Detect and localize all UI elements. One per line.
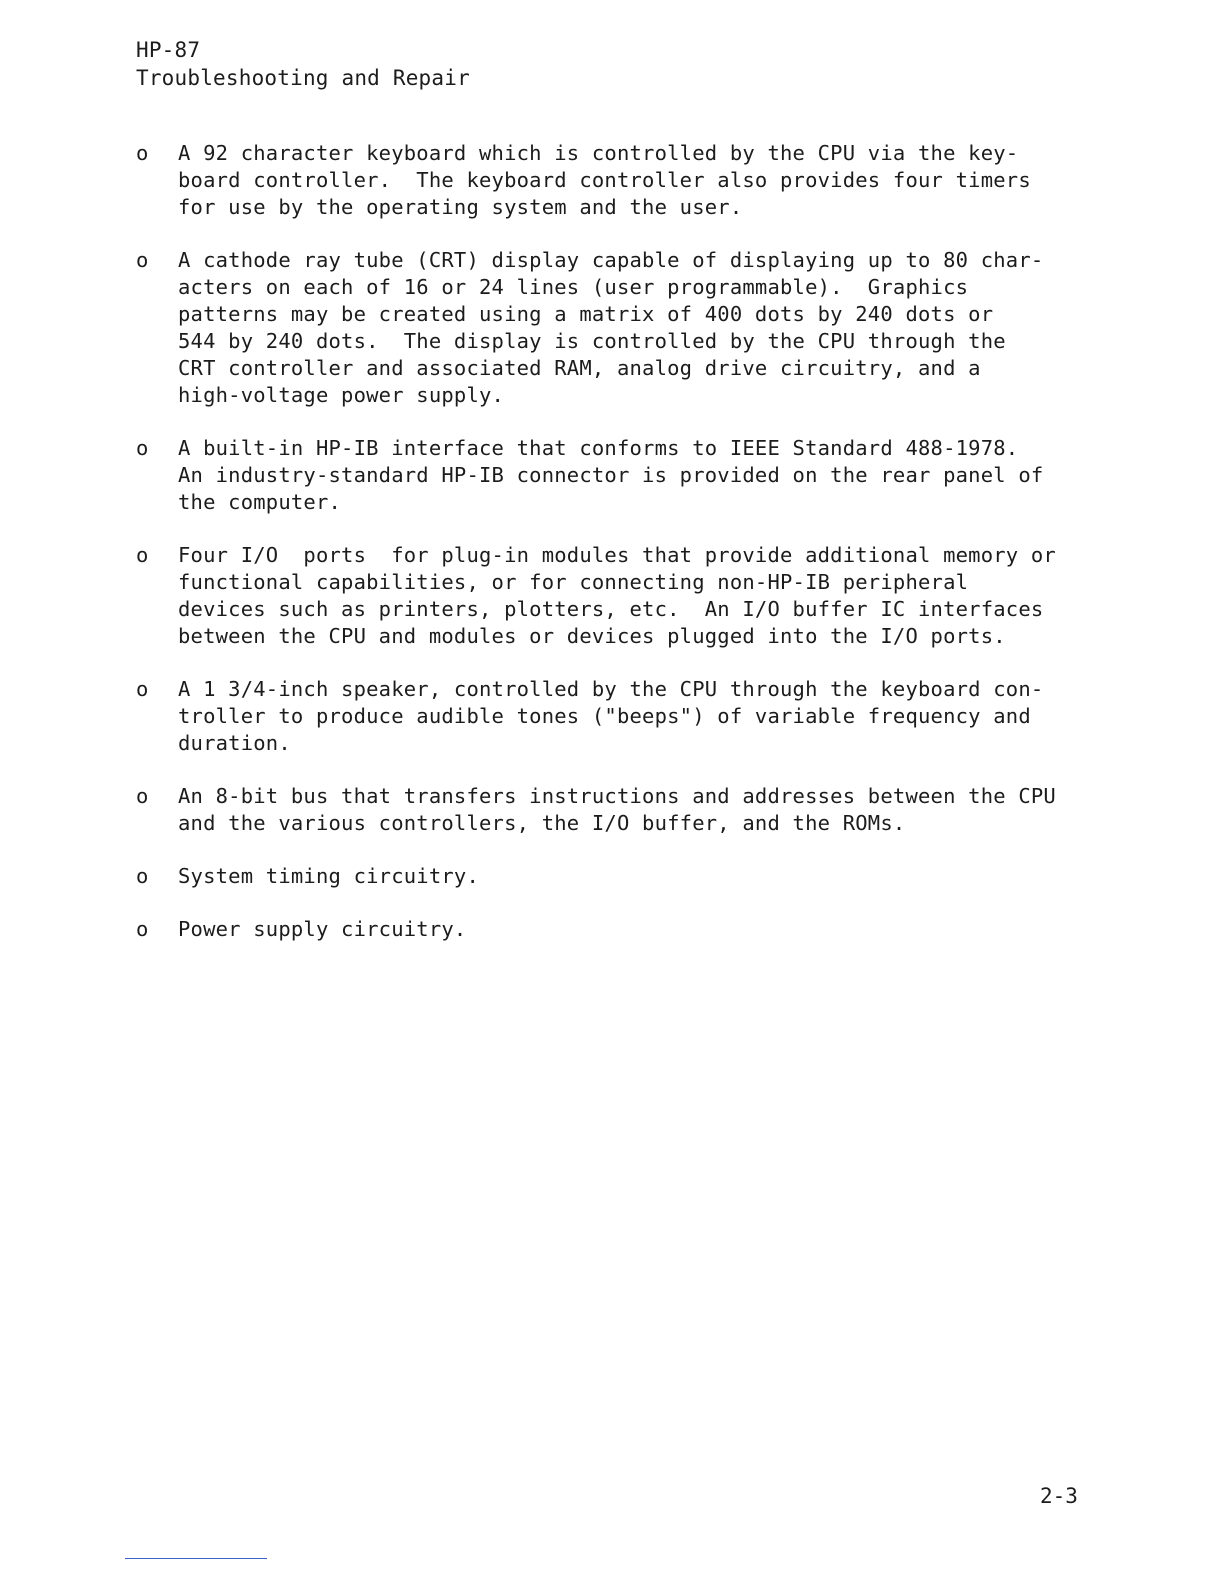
item-line: A built-in HP-IB interface that conforms to IEEE Standard 488-1978. bbox=[178, 436, 1019, 460]
item-line: patterns may be created using a matrix of 400 dots by 240 dots or bbox=[178, 302, 994, 326]
item-line: troller to produce audible tones ("beeps") of variable frequency and bbox=[178, 704, 1031, 728]
header-title: HP-87 bbox=[136, 38, 201, 62]
bullet-marker: o bbox=[136, 436, 149, 460]
list-item bbox=[136, 863, 1096, 890]
list-item bbox=[136, 247, 1096, 409]
header-subtitle: Troubleshooting and Repair bbox=[136, 66, 470, 90]
bullet-marker: o bbox=[136, 677, 149, 701]
list-item bbox=[136, 783, 1096, 837]
item-line: A 92 character keyboard which is controlled by the CPU via the key- bbox=[178, 141, 1019, 165]
item-line: high-voltage power supply. bbox=[178, 383, 505, 407]
bullet-marker: o bbox=[136, 864, 149, 888]
bullet-marker: o bbox=[136, 917, 149, 941]
page-header bbox=[136, 36, 470, 92]
list-item bbox=[136, 542, 1096, 650]
item-line: 544 by 240 dots. The display is controlled by the CPU through the bbox=[178, 329, 1006, 353]
item-line: for use by the operating system and the user. bbox=[178, 195, 743, 219]
item-line: acters on each of 16 or 24 lines (user programmable). Graphics bbox=[178, 275, 969, 299]
bullet-marker: o bbox=[136, 141, 149, 165]
item-line: System timing circuitry. bbox=[178, 864, 480, 888]
item-line: functional capabilities, or for connecting non-HP-IB peripheral bbox=[178, 570, 969, 594]
list-item bbox=[136, 140, 1096, 221]
page-number: 2-3 bbox=[1040, 1484, 1078, 1508]
item-line: the computer. bbox=[178, 490, 342, 514]
item-line: A cathode ray tube (CRT) display capable of displaying up to 80 char- bbox=[178, 248, 1044, 272]
bullet-marker: o bbox=[136, 248, 149, 272]
list-item bbox=[136, 435, 1096, 516]
item-line: and the various controllers, the I/O buffer, and the ROMs. bbox=[178, 811, 906, 835]
list-item bbox=[136, 916, 1096, 943]
item-line: A 1 3/4-inch speaker, controlled by the CPU through the keyboard con- bbox=[178, 677, 1044, 701]
scan-underline-divider bbox=[125, 1558, 267, 1559]
item-line: duration. bbox=[178, 731, 291, 755]
item-line: CRT controller and associated RAM, analog drive circuitry, and a bbox=[178, 356, 981, 380]
list-item bbox=[136, 676, 1096, 757]
item-line: between the CPU and modules or devices plugged into the I/O ports. bbox=[178, 624, 1006, 648]
item-line: Four I/O ports for plug-in modules that provide additional memory or bbox=[178, 543, 1056, 567]
item-line: board controller. The keyboard controller also provides four timers bbox=[178, 168, 1031, 192]
bullet-marker: o bbox=[136, 784, 149, 808]
item-line: An industry-standard HP-IB connector is provided on the rear panel of bbox=[178, 463, 1044, 487]
item-line: devices such as printers, plotters, etc. An I/O buffer IC interfaces bbox=[178, 597, 1044, 621]
bullet-marker: o bbox=[136, 543, 149, 567]
item-line: Power supply circuitry. bbox=[178, 917, 467, 941]
item-line: An 8-bit bus that transfers instructions and addresses between the CPU bbox=[178, 784, 1056, 808]
feature-list bbox=[136, 140, 1096, 969]
